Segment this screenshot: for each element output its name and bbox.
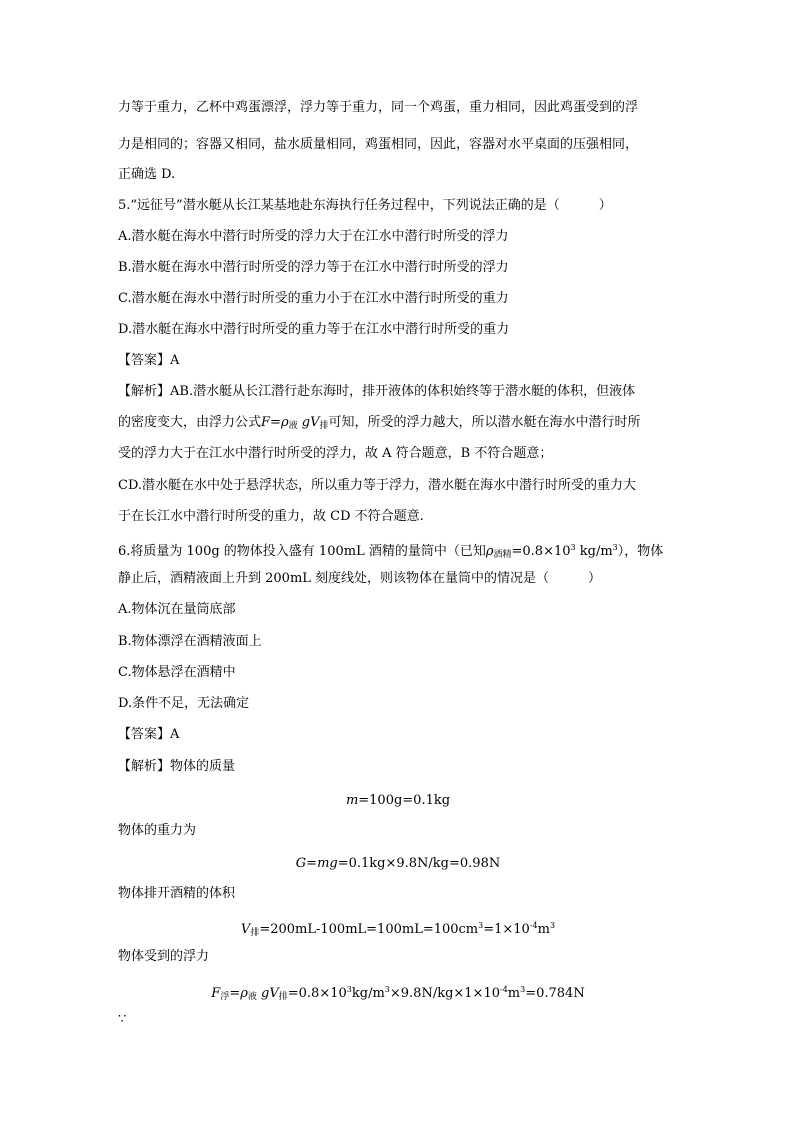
question-6-option-a: A.物体沉在量筒底部 xyxy=(118,602,236,617)
question-6-option-d: D.条件不足，无法确定 xyxy=(118,696,250,711)
question-5-option-c: C.潜水艇在海水中潜行时所受的重力小于在江水中潜行时所受的重力 xyxy=(118,291,509,306)
formula-volume: $V_排=200mL-100mL=100mL=100cm^3=1\times 10^{-4}m^3$ xyxy=(240,921,556,938)
question-5-explanation-line-2: 的密度变大，由浮力公式$F=\rho_液$ $gV_排$可知，所受的浮力越大，所以潜水艇在海水中潜行时所 xyxy=(118,415,641,431)
question-5-explanation-line-3: 受的浮力大于在江水中潜行时所受的浮力，故 A 符合题意，B 不符合题意； xyxy=(118,446,553,461)
formula-gravity: G=mg=0.1kg×9.8N/kg=0.98N xyxy=(295,856,501,871)
formula-buoyancy: $F_浮=\rho_液$ $gV_排=0.8\times 10^3kg/m^3\times 9.8N/kg\times 1\times 10^{-4}m^3=0.784N$ xyxy=(211,985,585,1002)
question-6-explanation-gravity: 物体的重力为 xyxy=(118,823,197,838)
question-6-stem-line-2: 静止后，酒精液面上升到 200mL 刻度线处，则该物体在量筒中的情况是（ ） xyxy=(118,571,602,586)
because-symbol: ∵ xyxy=(118,1012,127,1027)
question-6-explanation-intro: 【解析】物体的质量 xyxy=(118,759,236,774)
continued-explanation-line-1: 力等于重力，乙杯中鸡蛋漂浮，浮力等于重力，同一个鸡蛋，重力相同，因此鸡蛋受到的浮 xyxy=(118,100,639,115)
continued-explanation-line-3: 正确选 D. xyxy=(118,167,176,182)
question-6-stem-line-1: 6.将质量为 100g 的物体投入盛有 100mL 酒精的量筒中（已知$\rho_{酒精}=0.8\times 10^3$ $kg/m^3$），物体 xyxy=(118,543,664,560)
question-6-explanation-buoyancy: 物体受到的浮力 xyxy=(118,949,210,964)
question-5-answer: 【答案】A xyxy=(118,353,180,368)
continued-explanation-line-2: 力是相同的；容器又相同，盐水质量相同，鸡蛋相同，因此，容器对水平桌面的压强相同， xyxy=(118,137,639,152)
question-5-stem: 5.“远征号”潜水艇从长江某基地赴东海执行任务过程中，下列说法正确的是（ ） xyxy=(118,198,612,213)
question-6-option-b: B.物体漂浮在酒精液面上 xyxy=(118,634,262,649)
question-6-explanation-volume: 物体排开酒精的体积 xyxy=(118,886,236,901)
formula-mass: m=100g=0.1kg xyxy=(345,793,451,808)
question-5-explanation-line-5: 于在长江水中潜行时所受的重力，故 CD 不符合题意. xyxy=(118,509,424,524)
question-5-explanation-line-1: 【解析】AB.潜水艇从长江潜行赴东海时，排开液体的体积始终等于潜水艇的体积，但液体 xyxy=(118,384,636,399)
question-5-option-a: A.潜水艇在海水中潜行时所受的浮力大于在江水中潜行时所受的浮力 xyxy=(118,229,509,244)
question-6-answer: 【答案】A xyxy=(118,727,180,742)
question-5-option-b: B.潜水艇在海水中潜行时所受的浮力等于在江水中潜行时所受的浮力 xyxy=(118,260,509,275)
question-5-explanation-line-4: CD.潜水艇在水中处于悬浮状态，所以重力等于浮力，潜水艇在海水中潜行时所受的重力大 xyxy=(118,478,637,493)
question-5-option-d: D.潜水艇在海水中潜行时所受的重力等于在江水中潜行时所受的重力 xyxy=(118,322,510,337)
question-6-option-c: C.物体悬浮在酒精中 xyxy=(118,665,236,680)
